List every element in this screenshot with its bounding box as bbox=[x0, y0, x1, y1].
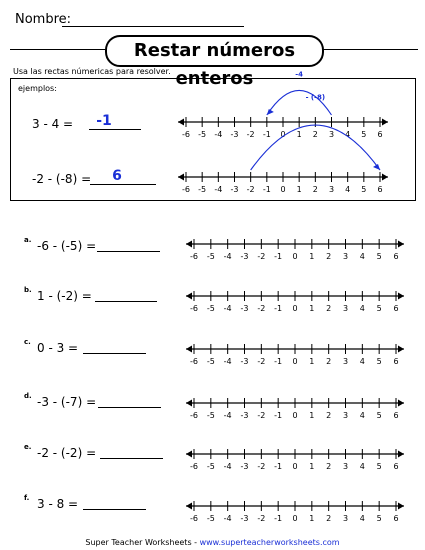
tick-label: 1 bbox=[309, 252, 315, 261]
tick-label: 0 bbox=[292, 411, 298, 420]
problem-f-label: f. bbox=[24, 494, 30, 502]
tick-label: 3 bbox=[342, 357, 349, 366]
tick-label: 1 bbox=[309, 462, 315, 471]
tick-label: -6 bbox=[190, 252, 198, 261]
footer-separator: - bbox=[191, 538, 200, 547]
tick-label: 4 bbox=[345, 185, 351, 194]
tick-label: 4 bbox=[359, 357, 365, 366]
tick-label: -4 bbox=[223, 411, 232, 420]
tick-label: -4 bbox=[223, 304, 232, 313]
problem-b-equation: 1 - (-2) = bbox=[37, 289, 92, 303]
tick-label: -3 bbox=[240, 304, 249, 313]
tick-label: -3 bbox=[240, 411, 249, 420]
tick-label: 3 bbox=[342, 514, 349, 523]
tick-label: 6 bbox=[393, 462, 399, 471]
tick-label: -3 bbox=[240, 514, 249, 523]
tick-label: -1 bbox=[262, 185, 271, 194]
tick-label: 0 bbox=[292, 357, 298, 366]
arrow-label: - (-8) bbox=[305, 93, 326, 102]
tick-label: 3 bbox=[342, 252, 349, 261]
tick-label: 4 bbox=[359, 411, 365, 420]
tick-label: -4 bbox=[223, 514, 232, 523]
tick-label: 5 bbox=[376, 411, 382, 420]
tick-label: 6 bbox=[377, 185, 383, 194]
tick-label: -4 bbox=[214, 185, 223, 194]
tick-label: 0 bbox=[292, 462, 298, 471]
tick-label: -3 bbox=[240, 462, 249, 471]
tick-label: -6 bbox=[190, 411, 198, 420]
tick-label: 2 bbox=[326, 462, 332, 471]
tick-label: -2 bbox=[257, 411, 266, 420]
tick-label: 4 bbox=[359, 514, 365, 523]
tick-label: -2 bbox=[257, 304, 266, 313]
tick-label: 6 bbox=[393, 304, 399, 313]
tick-label: 5 bbox=[376, 514, 382, 523]
problem-e-label: e. bbox=[24, 443, 32, 451]
tick-label: 6 bbox=[393, 252, 399, 261]
tick-label: 0 bbox=[280, 185, 286, 194]
tick-label: 5 bbox=[376, 304, 382, 313]
tick-label: 4 bbox=[359, 252, 365, 261]
tick-label: 0 bbox=[292, 252, 298, 261]
tick-label: -2 bbox=[246, 130, 255, 139]
tick-label: -5 bbox=[206, 304, 215, 313]
tick-label: -2 bbox=[246, 185, 255, 194]
tick-label: 2 bbox=[326, 252, 332, 261]
tick-label: 1 bbox=[309, 411, 315, 420]
example-1-answer: -1 bbox=[96, 113, 112, 129]
instruction-text: Usa las rectas númericas para resolver. bbox=[13, 67, 171, 76]
examples-label: ejemplos: bbox=[18, 84, 57, 93]
tick-label: 5 bbox=[376, 357, 382, 366]
example-1-equation: 3 - 4 = bbox=[32, 117, 74, 131]
problem-d-equation: -3 - (-7) = bbox=[37, 395, 97, 409]
tick-label: -6 bbox=[190, 357, 198, 366]
tick-label: 5 bbox=[376, 462, 382, 471]
tick-label: 2 bbox=[326, 411, 332, 420]
tick-label: -2 bbox=[257, 357, 266, 366]
tick-label: -3 bbox=[230, 185, 239, 194]
tick-label: 2 bbox=[326, 304, 332, 313]
tick-label: 4 bbox=[345, 130, 351, 139]
tick-label: -5 bbox=[206, 462, 215, 471]
tick-label: 1 bbox=[296, 130, 302, 139]
tick-label: -1 bbox=[262, 130, 271, 139]
tick-label: -1 bbox=[274, 462, 283, 471]
tick-label: -1 bbox=[274, 304, 283, 313]
tick-label: 3 bbox=[342, 462, 349, 471]
tick-label: 2 bbox=[326, 514, 332, 523]
problem-a-equation: -6 - (-5) = bbox=[37, 239, 97, 253]
tick-label: 0 bbox=[292, 514, 298, 523]
tick-label: 3 bbox=[342, 304, 349, 313]
tick-label: -6 bbox=[182, 185, 190, 194]
problem-d-label: d. bbox=[24, 392, 32, 400]
tick-label: 6 bbox=[393, 514, 399, 523]
problem-e-equation: -2 - (-2) = bbox=[37, 446, 97, 460]
problem-c-equation: 0 - 3 = bbox=[37, 341, 79, 355]
tick-label: -5 bbox=[206, 252, 215, 261]
tick-label: 4 bbox=[359, 304, 365, 313]
tick-label: 1 bbox=[309, 357, 315, 366]
tick-label: 3 bbox=[328, 130, 335, 139]
tick-label: 2 bbox=[312, 185, 318, 194]
tick-label: -4 bbox=[223, 462, 232, 471]
name-label: Nombre: bbox=[15, 12, 72, 27]
tick-label: 1 bbox=[296, 185, 302, 194]
tick-label: -2 bbox=[257, 252, 266, 261]
tick-label: 2 bbox=[312, 130, 318, 139]
tick-label: -4 bbox=[214, 130, 223, 139]
footer-brand: Super Teacher Worksheets bbox=[85, 538, 192, 547]
tick-label: 5 bbox=[361, 185, 367, 194]
problem-a-label: a. bbox=[24, 236, 32, 244]
tick-label: -3 bbox=[240, 357, 249, 366]
tick-label: -5 bbox=[198, 185, 207, 194]
tick-label: 2 bbox=[326, 357, 332, 366]
tick-label: 1 bbox=[309, 304, 315, 313]
tick-label: 6 bbox=[393, 357, 399, 366]
tick-label: 3 bbox=[342, 411, 349, 420]
tick-label: 4 bbox=[359, 462, 365, 471]
tick-label: -6 bbox=[190, 462, 198, 471]
tick-label: -1 bbox=[274, 411, 283, 420]
arrow-label: -4 bbox=[295, 70, 304, 79]
tick-label: 0 bbox=[292, 304, 298, 313]
tick-label: -4 bbox=[223, 252, 232, 261]
tick-label: -2 bbox=[257, 514, 266, 523]
tick-label: -3 bbox=[230, 130, 239, 139]
tick-label: -6 bbox=[190, 514, 198, 523]
problem-f-equation: 3 - 8 = bbox=[37, 497, 79, 511]
tick-label: -6 bbox=[190, 304, 198, 313]
tick-label: 5 bbox=[376, 252, 382, 261]
problem-c-label: c. bbox=[24, 338, 31, 346]
tick-label: 0 bbox=[280, 130, 286, 139]
tick-label: 6 bbox=[377, 130, 383, 139]
tick-label: -4 bbox=[223, 357, 232, 366]
tick-label: 6 bbox=[393, 411, 399, 420]
problem-b-label: b. bbox=[24, 286, 32, 294]
tick-label: -1 bbox=[274, 357, 283, 366]
footer bbox=[0, 538, 425, 547]
tick-label: -6 bbox=[182, 130, 190, 139]
tick-label: -1 bbox=[274, 252, 283, 261]
tick-label: -3 bbox=[240, 252, 249, 261]
example-2-answer: 6 bbox=[112, 168, 122, 184]
tick-label: 1 bbox=[309, 514, 315, 523]
tick-label: -5 bbox=[206, 514, 215, 523]
page-title: Restar números enteros bbox=[105, 35, 324, 67]
tick-label: -5 bbox=[198, 130, 207, 139]
tick-label: -2 bbox=[257, 462, 266, 471]
tick-label: 3 bbox=[328, 185, 335, 194]
tick-label: -5 bbox=[206, 357, 215, 366]
tick-label: 5 bbox=[361, 130, 367, 139]
example-2-equation: -2 - (-8) = bbox=[32, 172, 92, 186]
tick-label: -1 bbox=[274, 514, 283, 523]
tick-label: -5 bbox=[206, 411, 215, 420]
footer-url-link[interactable]: www.superteacherworksheets.com bbox=[199, 538, 340, 547]
